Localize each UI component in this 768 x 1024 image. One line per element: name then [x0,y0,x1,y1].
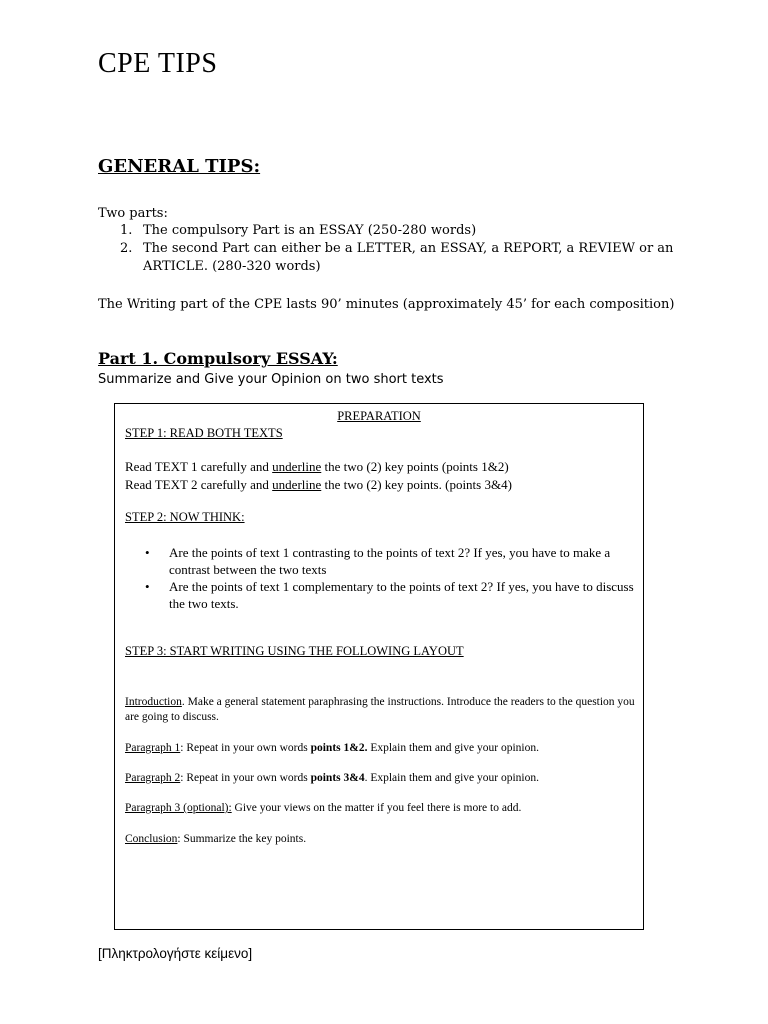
paragraph1-line: Paragraph 1: Repeat in your own words points 1&2. Explain them and give your opinion. [125,742,539,754]
footer-placeholder[interactable]: [Πληκτρολογήστε κείμενο] [98,946,253,961]
two-parts-intro: Two parts: [98,206,168,221]
step3-heading: STEP 3: START WRITING USING THE FOLLOWING LAYOUT [125,644,464,658]
bullet-icon: • [145,579,150,594]
parts-list [98,222,678,276]
part1-subtitle: Summarize and Give your Opinion on two short texts [98,372,444,387]
preparation-heading: PREPARATION [337,409,421,423]
general-tips-heading: GENERAL TIPS: [98,156,261,177]
introduction-line: Introduction. Make a general statement paraphrasing the instructions. Introduce the readers to the question you are going to discuss. [125,696,635,723]
list-number: 1. [120,223,133,238]
list-number: 2. [120,241,133,256]
bullet-contrast: • Are the points of text 1 contrasting to the points of text 2? If yes, you have to make a contrast between the two texts [145,545,611,577]
part1-heading: Part 1. Compulsory ESSAY: [98,349,338,368]
read-text1-line: Read TEXT 1 carefully and underline the two (2) key points (points 1&2) [125,459,509,474]
list-text: The second Part can either be a LETTER, an ESSAY, a REPORT, a REVIEW or an ARTICLE. (280-320 words) [143,241,674,274]
duration-text: The Writing part of the CPE lasts 90’ minutes (approximately 45’ for each composition) [98,297,675,312]
document-title: CPE TIPS [98,48,218,79]
step2-heading: STEP 2: NOW THINK: [125,510,245,524]
list-item [98,222,678,240]
paragraph2-line: Paragraph 2: Repeat in your own words points 3&4. Explain them and give your opinion. [125,772,539,784]
bullet-icon: • [145,545,150,560]
list-text: The compulsory Part is an ESSAY (250-280 words) [143,223,477,238]
conclusion-line: Conclusion: Summarize the key points. [125,833,307,845]
step1-heading: STEP 1: READ BOTH TEXTS [125,426,283,440]
paragraph3-line: Paragraph 3 (optional): Give your views on the matter if you feel there is more to add. [125,802,522,814]
list-item [98,240,678,276]
read-text2-line: Read TEXT 2 carefully and underline the two (2) key points. (points 3&4) [125,477,512,492]
preparation-box [114,403,644,930]
bullet-complementary: • Are the points of text 1 complementary to the points of text 2? If yes, you have to discuss the two texts. [145,579,634,611]
